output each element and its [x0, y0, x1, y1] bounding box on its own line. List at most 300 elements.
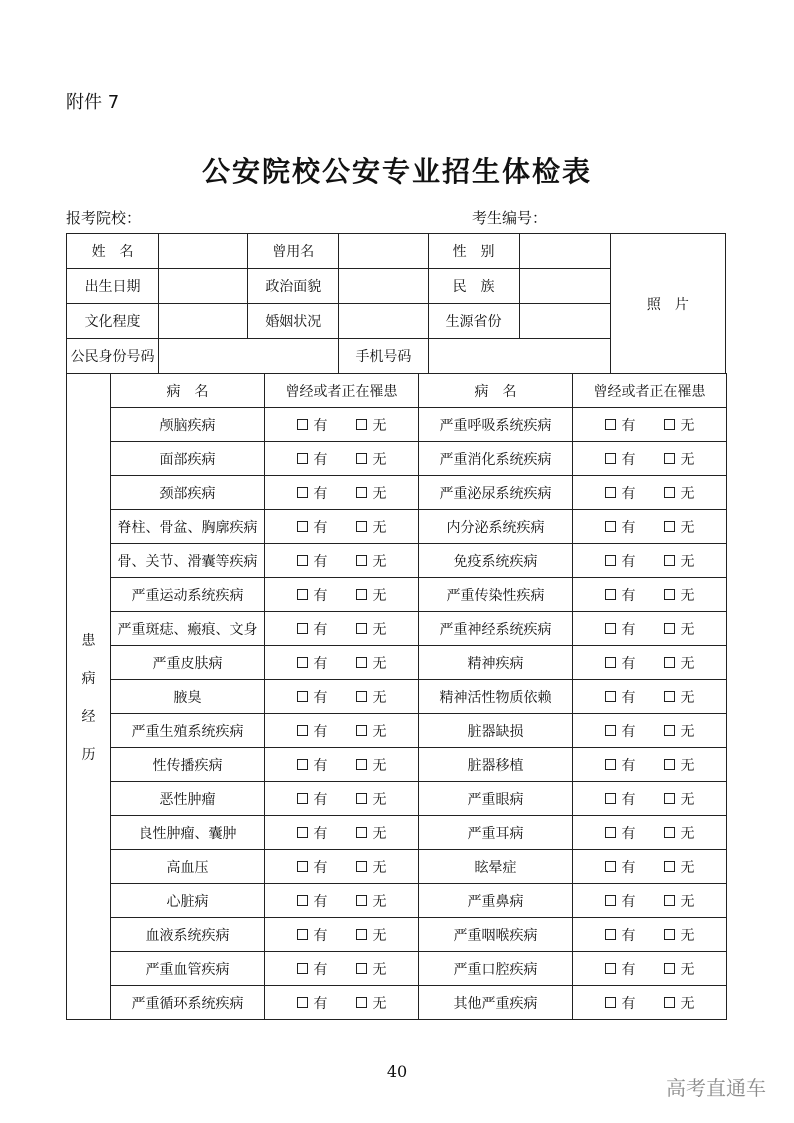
checkbox-icon[interactable]	[297, 827, 308, 838]
yes-option[interactable]	[605, 653, 636, 673]
disease-name-left: 性传播疾病	[111, 748, 265, 782]
checkbox-icon[interactable]	[664, 623, 675, 634]
yes-option[interactable]	[605, 687, 636, 707]
side-char: 经	[81, 708, 96, 725]
no-option[interactable]	[356, 755, 387, 775]
no-label: 无	[372, 825, 387, 842]
checkbox-icon[interactable]	[356, 759, 367, 770]
checkbox-icon[interactable]	[605, 555, 616, 566]
no-option[interactable]	[664, 721, 695, 741]
disease-name-left: 良性肿瘤、囊肿	[111, 816, 265, 850]
no-option[interactable]	[356, 653, 387, 673]
no-label: 无	[680, 485, 695, 502]
disease-name-left: 严重血管疾病	[111, 952, 265, 986]
no-option[interactable]	[664, 993, 695, 1013]
disease-name-right: 严重神经系统疾病	[419, 612, 573, 646]
no-option[interactable]	[356, 619, 387, 639]
yes-label: 有	[313, 859, 328, 876]
yes-label: 有	[621, 791, 636, 808]
yes-option[interactable]	[605, 857, 636, 877]
yes-option[interactable]	[605, 517, 636, 537]
no-option[interactable]	[356, 789, 387, 809]
yes-label: 有	[313, 757, 328, 774]
no-label: 无	[680, 587, 695, 604]
yes-label: 有	[313, 553, 328, 570]
yes-label: 有	[621, 519, 636, 536]
marital-status-label: 婚姻状况	[248, 304, 339, 339]
checkbox-icon[interactable]	[297, 657, 308, 668]
yes-option[interactable]	[297, 483, 328, 503]
former-name-field[interactable]	[339, 234, 428, 269]
gender-field[interactable]	[519, 234, 610, 269]
yes-option[interactable]	[297, 891, 328, 911]
yes-option[interactable]	[605, 619, 636, 639]
no-option[interactable]	[664, 449, 695, 469]
no-option[interactable]	[664, 551, 695, 571]
no-option[interactable]	[664, 891, 695, 911]
checkbox-icon[interactable]	[605, 453, 616, 464]
table-row	[67, 816, 727, 850]
yes-option[interactable]	[297, 993, 328, 1013]
yes-option[interactable]	[297, 823, 328, 843]
checkbox-icon[interactable]	[605, 487, 616, 498]
disease-name-right: 其他严重疾病	[419, 986, 573, 1020]
checkbox-icon[interactable]	[664, 657, 675, 668]
table-row	[67, 782, 727, 816]
left-status-cell	[265, 986, 419, 1020]
yes-label: 有	[621, 961, 636, 978]
checkbox-icon[interactable]	[356, 997, 367, 1008]
checkbox-icon[interactable]	[664, 555, 675, 566]
no-option[interactable]	[356, 415, 387, 435]
no-label: 无	[372, 417, 387, 434]
yes-option[interactable]	[605, 959, 636, 979]
no-label: 无	[372, 689, 387, 706]
no-option[interactable]	[356, 551, 387, 571]
table-row	[67, 714, 727, 748]
checkbox-icon[interactable]	[297, 997, 308, 1008]
marital-status-field[interactable]	[339, 304, 428, 339]
disease-name-right: 严重耳病	[419, 816, 573, 850]
checkbox-icon[interactable]	[605, 623, 616, 634]
yes-label: 有	[313, 621, 328, 638]
yes-option[interactable]	[605, 449, 636, 469]
yes-label: 有	[621, 417, 636, 434]
ethnicity-field[interactable]	[519, 269, 610, 304]
yes-option[interactable]	[605, 891, 636, 911]
no-label: 无	[372, 553, 387, 570]
no-label: 无	[680, 553, 695, 570]
disease-name-right: 严重口腔疾病	[419, 952, 573, 986]
table-row	[67, 986, 727, 1020]
checkbox-icon[interactable]	[356, 555, 367, 566]
yes-option[interactable]	[297, 959, 328, 979]
left-status-cell	[265, 850, 419, 884]
table-row	[67, 952, 727, 986]
checkbox-icon[interactable]	[297, 453, 308, 464]
checkbox-icon[interactable]	[664, 589, 675, 600]
disease-name-left: 颅脑疾病	[111, 408, 265, 442]
checkbox-icon[interactable]	[356, 521, 367, 532]
disease-name-right: 严重泌尿系统疾病	[419, 476, 573, 510]
disease-name-header: 病 名	[111, 374, 265, 408]
no-label: 无	[372, 893, 387, 910]
origin-province-field[interactable]	[519, 304, 610, 339]
disease-name-right: 免疫系统疾病	[419, 544, 573, 578]
checkbox-icon[interactable]	[356, 487, 367, 498]
left-status-cell	[265, 918, 419, 952]
no-option[interactable]	[664, 925, 695, 945]
yes-label: 有	[621, 859, 636, 876]
name-field[interactable]	[159, 234, 248, 269]
yes-option[interactable]	[297, 789, 328, 809]
table-row	[67, 612, 727, 646]
disease-name-left: 骨、关节、滑囊等疾病	[111, 544, 265, 578]
yes-label: 有	[621, 723, 636, 740]
checkbox-icon[interactable]	[297, 895, 308, 906]
yes-option[interactable]	[297, 585, 328, 605]
no-option[interactable]	[664, 619, 695, 639]
yes-label: 有	[621, 553, 636, 570]
no-option[interactable]	[664, 483, 695, 503]
yes-option[interactable]	[605, 925, 636, 945]
side-char: 历	[81, 746, 96, 763]
yes-label: 有	[313, 689, 328, 706]
side-char: 患	[81, 632, 96, 649]
checkbox-icon[interactable]	[356, 419, 367, 430]
disease-name-right: 精神疾病	[419, 646, 573, 680]
no-option[interactable]	[356, 721, 387, 741]
right-status-cell	[573, 612, 727, 646]
yes-label: 有	[621, 825, 636, 842]
left-status-cell	[265, 714, 419, 748]
left-status-cell	[265, 680, 419, 714]
yes-label: 有	[313, 825, 328, 842]
checkbox-icon[interactable]	[297, 691, 308, 702]
no-option[interactable]	[356, 857, 387, 877]
yes-option[interactable]	[605, 789, 636, 809]
no-label: 无	[680, 655, 695, 672]
disease-name-left: 腋臭	[111, 680, 265, 714]
checkbox-icon[interactable]	[664, 997, 675, 1008]
no-label: 无	[680, 621, 695, 638]
checkbox-icon[interactable]	[605, 793, 616, 804]
no-label: 无	[372, 519, 387, 536]
checkbox-icon[interactable]	[297, 589, 308, 600]
checkbox-icon[interactable]	[605, 691, 616, 702]
no-option[interactable]	[356, 449, 387, 469]
checkbox-icon[interactable]	[297, 793, 308, 804]
disease-name-right: 严重传染性疾病	[419, 578, 573, 612]
table-row	[67, 510, 727, 544]
no-option[interactable]	[356, 517, 387, 537]
yes-label: 有	[313, 519, 328, 536]
exam-number-label: 考生编号：	[472, 209, 548, 227]
table-row	[67, 884, 727, 918]
yes-option[interactable]	[297, 415, 328, 435]
no-label: 无	[680, 451, 695, 468]
left-status-cell	[265, 408, 419, 442]
checkbox-icon[interactable]	[297, 929, 308, 940]
no-label: 无	[680, 791, 695, 808]
yes-option[interactable]	[297, 925, 328, 945]
checkbox-icon[interactable]	[356, 963, 367, 974]
checkbox-icon[interactable]	[297, 963, 308, 974]
yes-label: 有	[621, 451, 636, 468]
no-option[interactable]	[356, 687, 387, 707]
yes-option[interactable]	[297, 755, 328, 775]
no-option[interactable]	[664, 823, 695, 843]
checkbox-icon[interactable]	[664, 725, 675, 736]
yes-label: 有	[313, 587, 328, 604]
disease-name-left: 高血压	[111, 850, 265, 884]
no-label: 无	[372, 961, 387, 978]
checkbox-icon[interactable]	[356, 895, 367, 906]
disease-name-header: 病 名	[419, 374, 573, 408]
no-label: 无	[680, 859, 695, 876]
checkbox-icon[interactable]	[297, 725, 308, 736]
disease-name-left: 血液系统疾病	[111, 918, 265, 952]
checkbox-icon[interactable]	[356, 929, 367, 940]
political-status-field[interactable]	[339, 269, 428, 304]
no-option[interactable]	[664, 857, 695, 877]
checkbox-icon[interactable]	[356, 827, 367, 838]
checkbox-icon[interactable]	[664, 487, 675, 498]
table-row	[67, 918, 727, 952]
checkbox-icon[interactable]	[297, 487, 308, 498]
right-status-cell	[573, 510, 727, 544]
no-option[interactable]	[356, 959, 387, 979]
no-label: 无	[680, 757, 695, 774]
right-status-cell	[573, 884, 727, 918]
checkbox-icon[interactable]	[605, 827, 616, 838]
checkbox-icon[interactable]	[297, 555, 308, 566]
disease-name-right: 内分泌系统疾病	[419, 510, 573, 544]
checkbox-icon[interactable]	[605, 997, 616, 1008]
no-label: 无	[680, 417, 695, 434]
disease-name-left: 严重皮肤病	[111, 646, 265, 680]
yes-label: 有	[313, 485, 328, 502]
disease-name-right: 脏器移植	[419, 748, 573, 782]
no-label: 无	[372, 621, 387, 638]
checkbox-icon[interactable]	[664, 793, 675, 804]
left-status-cell	[265, 612, 419, 646]
no-option[interactable]	[356, 823, 387, 843]
yes-option[interactable]	[605, 993, 636, 1013]
checkbox-icon[interactable]	[664, 895, 675, 906]
no-option[interactable]	[664, 687, 695, 707]
disease-name-right: 精神活性物质依赖	[419, 680, 573, 714]
phone-field[interactable]	[428, 339, 610, 374]
checkbox-icon[interactable]	[664, 453, 675, 464]
right-status-cell	[573, 646, 727, 680]
no-option[interactable]	[356, 585, 387, 605]
yes-option[interactable]	[605, 585, 636, 605]
disease-name-right: 严重消化系统疾病	[419, 442, 573, 476]
no-option[interactable]	[356, 925, 387, 945]
checkbox-icon[interactable]	[605, 861, 616, 872]
checkbox-icon[interactable]	[605, 895, 616, 906]
table-row	[67, 544, 727, 578]
yes-label: 有	[621, 621, 636, 638]
side-char: 病	[81, 670, 96, 687]
disease-name-right: 眩晕症	[419, 850, 573, 884]
no-option[interactable]	[664, 585, 695, 605]
yes-label: 有	[313, 927, 328, 944]
right-status-cell	[573, 748, 727, 782]
left-status-cell	[265, 442, 419, 476]
yes-label: 有	[313, 723, 328, 740]
disease-name-right: 严重鼻病	[419, 884, 573, 918]
checkbox-icon[interactable]	[664, 521, 675, 532]
disease-name-right: 严重眼病	[419, 782, 573, 816]
checkbox-icon[interactable]	[297, 623, 308, 634]
no-option[interactable]	[664, 789, 695, 809]
no-label: 无	[680, 723, 695, 740]
yes-option[interactable]	[605, 483, 636, 503]
disease-name-right: 严重咽喉疾病	[419, 918, 573, 952]
checkbox-icon[interactable]	[356, 623, 367, 634]
left-status-cell	[265, 884, 419, 918]
left-status-cell	[265, 510, 419, 544]
yes-option[interactable]	[297, 653, 328, 673]
checkbox-icon[interactable]	[356, 861, 367, 872]
yes-label: 有	[621, 927, 636, 944]
yes-label: 有	[621, 587, 636, 604]
education-label: 文化程度	[67, 304, 159, 339]
checkbox-icon[interactable]	[356, 691, 367, 702]
yes-option[interactable]	[605, 551, 636, 571]
checkbox-icon[interactable]	[605, 589, 616, 600]
yes-option[interactable]	[605, 823, 636, 843]
checkbox-icon[interactable]	[297, 419, 308, 430]
checkbox-icon[interactable]	[356, 793, 367, 804]
left-status-cell	[265, 782, 419, 816]
checkbox-icon[interactable]	[664, 827, 675, 838]
ethnicity-label: 民 族	[428, 269, 519, 304]
checkbox-icon[interactable]	[605, 929, 616, 940]
left-status-cell	[265, 816, 419, 850]
disease-name-left: 恶性肿瘤	[111, 782, 265, 816]
yes-option[interactable]	[605, 721, 636, 741]
education-field[interactable]	[159, 304, 248, 339]
page-number: 40	[386, 1062, 408, 1081]
yes-label: 有	[313, 451, 328, 468]
right-status-cell	[573, 714, 727, 748]
yes-label: 有	[313, 893, 328, 910]
no-option[interactable]	[664, 517, 695, 537]
checkbox-icon[interactable]	[664, 691, 675, 702]
yes-label: 有	[621, 655, 636, 672]
right-status-cell	[573, 850, 727, 884]
checkbox-icon[interactable]	[664, 929, 675, 940]
no-label: 无	[372, 485, 387, 502]
yes-option[interactable]	[297, 857, 328, 877]
yes-label: 有	[313, 417, 328, 434]
disease-name-right: 严重呼吸系统疾病	[419, 408, 573, 442]
medical-history-side-label	[67, 374, 111, 1020]
no-label: 无	[372, 451, 387, 468]
yes-label: 有	[621, 995, 636, 1012]
left-status-cell	[265, 952, 419, 986]
checkbox-icon[interactable]	[664, 759, 675, 770]
checkbox-icon[interactable]	[605, 725, 616, 736]
yes-option[interactable]	[297, 449, 328, 469]
left-status-cell	[265, 544, 419, 578]
yes-option[interactable]	[297, 517, 328, 537]
yes-option[interactable]	[297, 687, 328, 707]
status-header: 曾经或者正在罹患	[265, 374, 419, 408]
checkbox-icon[interactable]	[605, 963, 616, 974]
checkbox-icon[interactable]	[297, 861, 308, 872]
no-label: 无	[372, 859, 387, 876]
checkbox-icon[interactable]	[356, 657, 367, 668]
checkbox-icon[interactable]	[356, 725, 367, 736]
checkbox-icon[interactable]	[297, 759, 308, 770]
right-status-cell	[573, 680, 727, 714]
checkbox-icon[interactable]	[664, 861, 675, 872]
no-option[interactable]	[664, 959, 695, 979]
disease-name-left: 严重生殖系统疾病	[111, 714, 265, 748]
left-status-cell	[265, 646, 419, 680]
checkbox-icon[interactable]	[605, 521, 616, 532]
personal-info-table	[66, 233, 726, 374]
disease-name-left: 脊柱、骨盆、胸廓疾病	[111, 510, 265, 544]
no-option[interactable]	[664, 653, 695, 673]
no-option[interactable]	[356, 891, 387, 911]
no-option[interactable]	[664, 755, 695, 775]
checkbox-icon[interactable]	[605, 657, 616, 668]
table-row	[67, 680, 727, 714]
yes-option[interactable]	[605, 415, 636, 435]
no-option[interactable]	[664, 415, 695, 435]
yes-option[interactable]	[605, 755, 636, 775]
right-status-cell	[573, 952, 727, 986]
phone-label: 手机号码	[339, 339, 428, 374]
right-status-cell	[573, 578, 727, 612]
id-number-field[interactable]	[159, 339, 339, 374]
yes-label: 有	[621, 893, 636, 910]
no-label: 无	[680, 927, 695, 944]
right-status-cell	[573, 986, 727, 1020]
checkbox-icon[interactable]	[605, 759, 616, 770]
attachment-label: 附件 7	[66, 92, 120, 113]
no-label: 无	[372, 587, 387, 604]
yes-option[interactable]	[297, 721, 328, 741]
left-status-cell	[265, 748, 419, 782]
checkbox-icon[interactable]	[356, 453, 367, 464]
checkbox-icon[interactable]	[664, 963, 675, 974]
no-option[interactable]	[356, 483, 387, 503]
disease-name-left: 颈部疾病	[111, 476, 265, 510]
checkbox-icon[interactable]	[297, 521, 308, 532]
right-status-cell	[573, 442, 727, 476]
checkbox-icon[interactable]	[356, 589, 367, 600]
yes-option[interactable]	[297, 619, 328, 639]
checkbox-icon[interactable]	[664, 419, 675, 430]
checkbox-icon[interactable]	[605, 419, 616, 430]
no-option[interactable]	[356, 993, 387, 1013]
birth-date-field[interactable]	[159, 269, 248, 304]
disease-name-left: 严重斑痣、瘢痕、文身	[111, 612, 265, 646]
no-label: 无	[680, 519, 695, 536]
yes-label: 有	[313, 655, 328, 672]
yes-option[interactable]	[297, 551, 328, 571]
no-label: 无	[372, 791, 387, 808]
name-label: 姓 名	[67, 234, 159, 269]
right-status-cell	[573, 476, 727, 510]
yes-label: 有	[313, 961, 328, 978]
